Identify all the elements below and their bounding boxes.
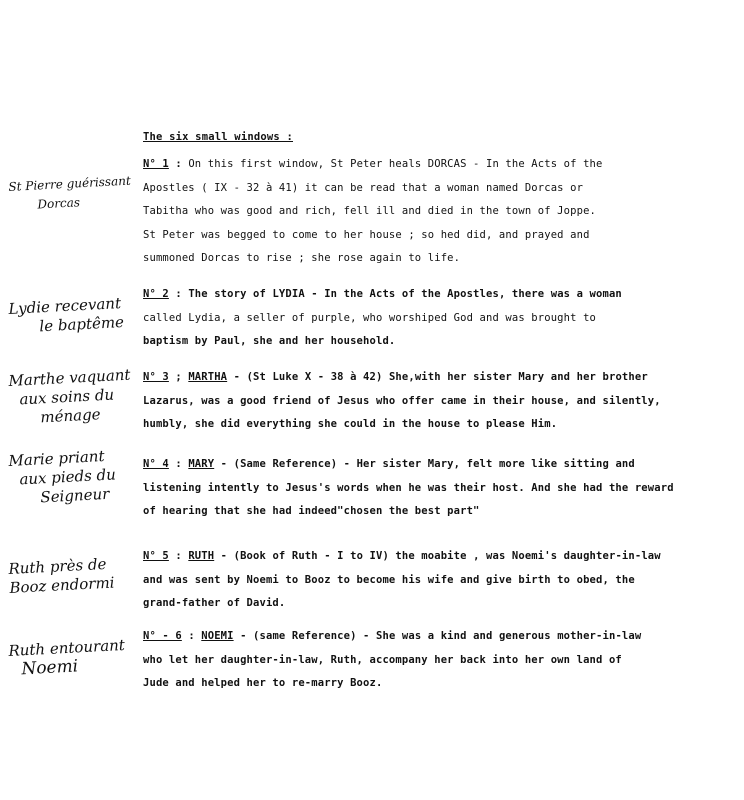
margin-note-line: ménage xyxy=(39,405,101,427)
margin-note-line: aux pieds du xyxy=(18,465,117,489)
entry-name: MARTHA xyxy=(188,371,228,383)
entry-2 xyxy=(143,283,703,354)
margin-note-line: Dorcas xyxy=(37,195,81,212)
entry-separator: : xyxy=(181,630,202,642)
entry-name: RUTH xyxy=(188,550,215,562)
entry-line: Lazarus, was a good friend of Jesus who offer came in their house, and silently, xyxy=(143,394,661,407)
entry-separator: : xyxy=(168,458,189,470)
entry-line: of hearing that she had indeed"chosen the best part" xyxy=(143,505,480,517)
margin-note-line: Seigneur xyxy=(39,484,110,507)
margin-note-line: Booz endormi xyxy=(8,573,115,597)
entry-line: and was sent by Noemi to Booz to become his wife and give birth to obed, the xyxy=(143,573,635,586)
entry-3 xyxy=(143,366,703,437)
entry-1 xyxy=(143,153,703,271)
entry-6 xyxy=(143,625,703,696)
entry-line: - (same Reference) - She was a kind and generous mother-in-law xyxy=(233,630,642,642)
entry-separator: : xyxy=(168,158,189,170)
entry-number: N° 2 xyxy=(143,288,169,300)
entry-line: - (Book of Ruth - I to IV) the moabite , was Noemi's daughter-in-law xyxy=(214,550,661,562)
entry-number: N° 4 xyxy=(143,458,169,470)
document-title: The six small windows : xyxy=(143,131,293,143)
entry-separator: : xyxy=(168,288,189,300)
entry-line: On this first window, St Peter heals DORCAS - In the Acts of the xyxy=(188,158,603,170)
margin-note-2 xyxy=(8,293,142,338)
margin-note-line: Noemi xyxy=(20,656,79,680)
entry-number: N° 5 xyxy=(143,550,169,562)
entry-5 xyxy=(143,545,703,616)
margin-note-6 xyxy=(8,635,142,680)
entry-line: grand-father of David. xyxy=(143,597,286,609)
margin-note-3 xyxy=(8,365,143,429)
entry-line: Jude and helped her to re-marry Booz. xyxy=(143,677,383,689)
entry-line: - (St Luke X - 38 à 42) She,with her sister Mary and her brother xyxy=(227,371,648,383)
margin-note-line: Marthe vaquant xyxy=(8,365,131,390)
entry-line: humbly, she did everything she could in the house to please Him. xyxy=(143,418,558,430)
margin-note-line: Ruth entourant xyxy=(8,635,126,660)
entry-line: Tabitha who was good and rich, fell ill and died in the town of Joppe. xyxy=(143,205,597,217)
entry-line: baptism by Paul, she and her household. xyxy=(143,335,396,347)
margin-note-line: St Pierre guérissant xyxy=(8,173,132,194)
margin-note-line: Lydie recevant xyxy=(8,294,122,318)
entry-line: listening intently to Jesus's words when he was their host. And she had the reward xyxy=(143,481,674,494)
entry-number: N° 3 xyxy=(143,371,169,383)
margin-note-1 xyxy=(8,171,142,216)
margin-note-line: le baptême xyxy=(38,312,125,336)
margin-note-line: aux soins du xyxy=(18,385,115,409)
entry-separator: ; xyxy=(168,371,189,383)
entry-name: MARY xyxy=(188,458,215,470)
entry-line: summoned Dorcas to rise ; she rose again to life. xyxy=(143,252,461,264)
margin-note-5 xyxy=(8,553,142,598)
entry-number: N° - 6 xyxy=(143,630,182,642)
entry-line: called Lydia, a seller of purple, who worshiped God and was brought to xyxy=(143,311,597,324)
entry-line: The story of LYDIA - In the Acts of the Apostles, there was a woman xyxy=(188,288,622,300)
entry-separator: : xyxy=(168,550,189,562)
margin-note-line: Marie priant xyxy=(8,446,105,470)
entry-number: N° 1 xyxy=(143,158,169,170)
margin-note-4 xyxy=(8,445,143,509)
margin-note-line: Ruth près de xyxy=(8,554,107,578)
entry-line: St Peter was begged to come to her house ; so hed did, and prayed and xyxy=(143,228,590,241)
entry-line: - (Same Reference) - Her sister Mary, felt more like sitting and xyxy=(214,458,635,470)
entry-line: Apostles ( IX - 32 à 41) it can be read that a woman named Dorcas or xyxy=(143,181,584,194)
entry-line: who let her daughter-in-law, Ruth, accompany her back into her own land of xyxy=(143,653,622,666)
entry-4 xyxy=(143,453,703,524)
entry-name: NOEMI xyxy=(201,630,234,642)
